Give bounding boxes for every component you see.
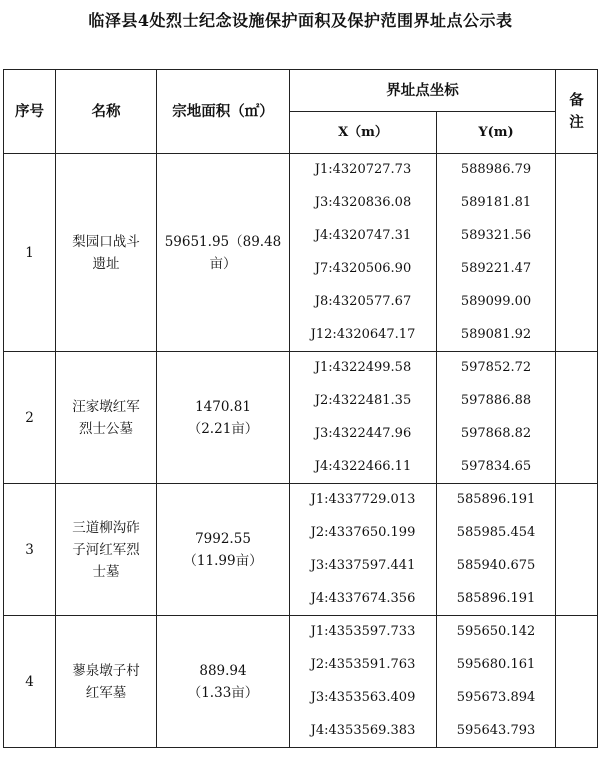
point-x: J3:4353563.409 (290, 682, 437, 715)
point-y: 589221.47 (437, 253, 556, 286)
row-area (157, 352, 290, 484)
row-note (556, 484, 598, 616)
row-name (56, 616, 157, 748)
row-index: 4 (4, 616, 56, 748)
header-area: 宗地面积（㎡） (157, 70, 290, 154)
point-y: 585940.675 (437, 550, 556, 583)
row-name-line: 汪家墩红军 (72, 398, 140, 415)
header-y: Y(m) (437, 112, 556, 154)
data-table (3, 69, 598, 748)
point-y: 595673.894 (437, 682, 556, 715)
point-y: 589081.92 (437, 319, 556, 352)
row-name (56, 352, 157, 484)
point-x: J12:4320647.17 (290, 319, 437, 352)
point-x: J3:4320836.08 (290, 187, 437, 220)
point-y: 595680.161 (437, 649, 556, 682)
row-index: 1 (4, 154, 56, 352)
row-area (157, 154, 290, 352)
row-name-line: 三道柳沟砟 (72, 519, 140, 536)
row-name (56, 484, 157, 616)
header-note (556, 70, 598, 154)
row-area-line: （2.21亩） (187, 420, 259, 437)
header-name: 名称 (56, 70, 157, 154)
point-y: 595643.793 (437, 715, 556, 748)
row-area (157, 484, 290, 616)
row-area-line: 59651.95（89.48 (164, 233, 282, 250)
point-x: J3:4322447.96 (290, 418, 437, 451)
point-x: J4:4337674.356 (290, 583, 437, 616)
header-note-line2: 注 (569, 113, 584, 131)
point-x: J1:4337729.013 (290, 484, 437, 517)
point-x: J2:4337650.199 (290, 517, 437, 550)
row-name-line: 子河红军烈 (72, 541, 140, 558)
row-note (556, 352, 598, 484)
point-x: J1:4322499.58 (290, 352, 437, 385)
point-x: J2:4322481.35 (290, 385, 437, 418)
point-y: 589321.56 (437, 220, 556, 253)
point-y: 585896.191 (437, 583, 556, 616)
header-index: 序号 (4, 70, 56, 154)
point-x: J8:4320577.67 (290, 286, 437, 319)
point-x: J4:4322466.11 (290, 451, 437, 484)
row-area-line: 亩） (209, 255, 237, 272)
row-name-line: 士墓 (92, 563, 120, 580)
row-area (157, 616, 290, 748)
row-index: 2 (4, 352, 56, 484)
point-y: 588986.79 (437, 154, 556, 187)
point-y: 597852.72 (437, 352, 556, 385)
header-coords: 界址点坐标 (290, 70, 556, 112)
row-name-line: 遗址 (92, 255, 120, 272)
point-y: 585985.454 (437, 517, 556, 550)
row-area-line: （1.33亩） (187, 684, 259, 701)
point-x: J4:4353569.383 (290, 715, 437, 748)
point-x: J2:4353591.763 (290, 649, 437, 682)
header-note-line1: 备 (569, 91, 584, 109)
point-x: J1:4320727.73 (290, 154, 437, 187)
row-name-line: 梨园口战斗 (72, 233, 140, 250)
row-name-line: 红军墓 (85, 684, 127, 701)
point-y: 595650.142 (437, 616, 556, 649)
header-x: X（m） (290, 112, 437, 154)
row-area-line: 889.94 (199, 662, 247, 679)
point-y: 589099.00 (437, 286, 556, 319)
row-area-line: 7992.55 (195, 530, 251, 547)
point-y: 589181.81 (437, 187, 556, 220)
row-name-line: 烈士公墓 (79, 420, 133, 437)
row-index: 3 (4, 484, 56, 616)
point-y: 597834.65 (437, 451, 556, 484)
row-area-line: 1470.81 (195, 398, 251, 415)
row-area-line: （11.99亩） (183, 552, 263, 569)
page-title: 临泽县4处烈士纪念设施保护面积及保护范围界址点公示表 (88, 11, 513, 30)
row-note (556, 616, 598, 748)
point-x: J1:4353597.733 (290, 616, 437, 649)
point-y: 597886.88 (437, 385, 556, 418)
row-name-line: 蓼泉墩子村 (72, 662, 140, 679)
point-x: J3:4337597.441 (290, 550, 437, 583)
point-x: J4:4320747.31 (290, 220, 437, 253)
point-y: 585896.191 (437, 484, 556, 517)
point-x: J7:4320506.90 (290, 253, 437, 286)
row-name (56, 154, 157, 352)
point-y: 597868.82 (437, 418, 556, 451)
row-note (556, 154, 598, 352)
